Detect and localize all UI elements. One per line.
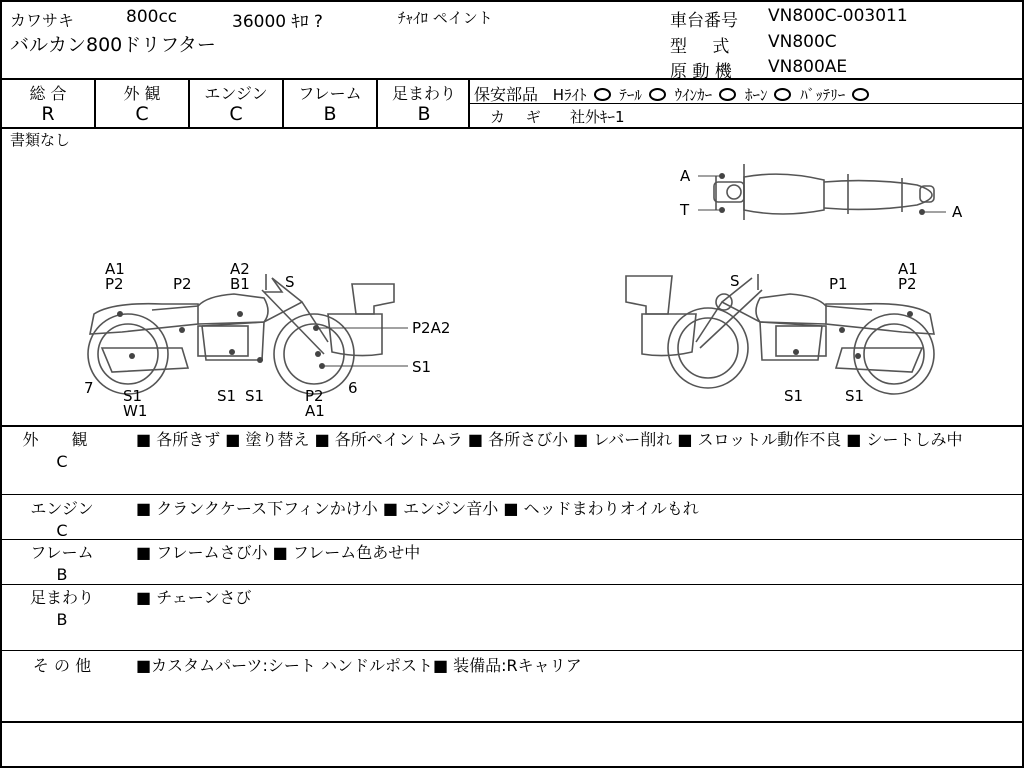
grade-label-exterior: 外 観 (123, 84, 161, 103)
section-text-other: ■カスタムパーツ:シート ハンドルポスト■ 装備品:Rキャリア (136, 656, 582, 675)
diagram-label: 7 (84, 379, 94, 397)
section-label-exterior: 外 観 C (22, 430, 102, 471)
key-value: 社外ｷｰ1 (570, 108, 625, 126)
model-name: バルカン800ドリフター (10, 34, 216, 56)
diagram-label: A1 (305, 402, 325, 420)
section-label-other: そ の 他 (32, 656, 92, 675)
engine-label: 原 動 機 (670, 62, 732, 82)
section-text-engine: ■ クランクケース下フィンかけ小 ■ エンジン音小 ■ ヘッドまわりオイルもれ (136, 499, 699, 518)
safety-battery-label: ﾊﾞｯﾃﾘｰ (800, 86, 846, 104)
diagram-label: S1 (217, 387, 237, 405)
diagram-label: A1 (898, 260, 918, 278)
section-text-suspension: ■ チェーンさび (136, 588, 252, 607)
type-value: VN800C (768, 32, 837, 52)
diagram-label: S1 (845, 387, 865, 405)
diagram-label: W1 (123, 402, 148, 420)
diagram-label: T (680, 201, 690, 219)
grade-value-frame: B (323, 103, 337, 125)
diagram-label: B1 (230, 275, 250, 293)
diagram-label: S (730, 272, 740, 290)
diagram-label: S1 (412, 358, 432, 376)
diagram-label: A (680, 167, 691, 185)
grade-value-exterior: C (135, 103, 149, 125)
divider (2, 721, 1024, 723)
divider (2, 494, 1024, 495)
grade-value-suspension: B (417, 103, 431, 125)
safety-tail-label: ﾃｰﾙ (619, 86, 642, 104)
diagram-label: P2 (305, 387, 324, 405)
grade-value-engine: C (229, 103, 243, 125)
section-label-engine: エンジン C (30, 499, 94, 540)
grade-label-engine: エンジン (204, 84, 268, 103)
section-text-frame: ■ フレームさび小 ■ フレーム色あせ中 (136, 543, 421, 562)
grade-label-overall: 総 合 (29, 84, 67, 103)
diagram-label: P2 (173, 275, 192, 293)
chassis-value: VN800C-003011 (768, 6, 908, 26)
grade-label-suspension: 足まわり (391, 84, 456, 103)
safety-title: 保安部品 (474, 85, 539, 104)
diagram-label: 6 (348, 379, 358, 397)
displacement: 800cc (126, 7, 178, 27)
divider (2, 584, 1024, 585)
motorcycle-right-view-icon (626, 274, 934, 394)
divider (2, 425, 1024, 427)
section-label-frame: フレーム B (30, 543, 94, 584)
grade-value-overall: R (41, 103, 55, 125)
safety-winker-label: ｳｲﾝｶｰ (674, 86, 713, 104)
diagram-label: S1 (245, 387, 265, 405)
engine-value: VN800AE (768, 57, 848, 77)
diagram-label: P1 (829, 275, 848, 293)
motorcycle-top-view-icon (714, 164, 934, 220)
diagram-label: A (952, 203, 963, 221)
diagram-label: A1 (105, 260, 125, 278)
diagram-label: S1 (784, 387, 804, 405)
diagram-label: S1 (123, 387, 143, 405)
chassis-label: 車台番号 (670, 11, 738, 31)
maker: カワサキ (10, 11, 75, 30)
color: ﾁｬｲﾛ ペイント (398, 9, 493, 27)
safety-headlight-label: Hﾗｲﾄ (552, 86, 587, 104)
diagram-label: A2 (230, 260, 250, 278)
diagram-label: P2 (105, 275, 124, 293)
grade-label-frame: フレーム (298, 84, 362, 103)
key-label: カ ギ (490, 108, 549, 126)
type-label: 型 式 (670, 37, 740, 57)
section-text-exterior: ■ 各所きず ■ 塗り替え ■ 各所ペイントムラ ■ 各所さび小 ■ レバー削れ ■ スロットル動作不良 ■ シートしみ中 (136, 430, 963, 449)
safety-horn-label: ﾎｰﾝ (744, 86, 768, 104)
diagram-label: S (285, 273, 295, 291)
divider (2, 650, 1024, 651)
mileage: 36000 ｷﾛ ? (232, 12, 323, 32)
section-label-suspension: 足まわり B (29, 588, 94, 629)
diagram-label: P2 (898, 275, 917, 293)
diagram-label: P2A2 (412, 319, 451, 337)
documents-note: 書類なし (10, 131, 71, 149)
divider (2, 539, 1024, 540)
